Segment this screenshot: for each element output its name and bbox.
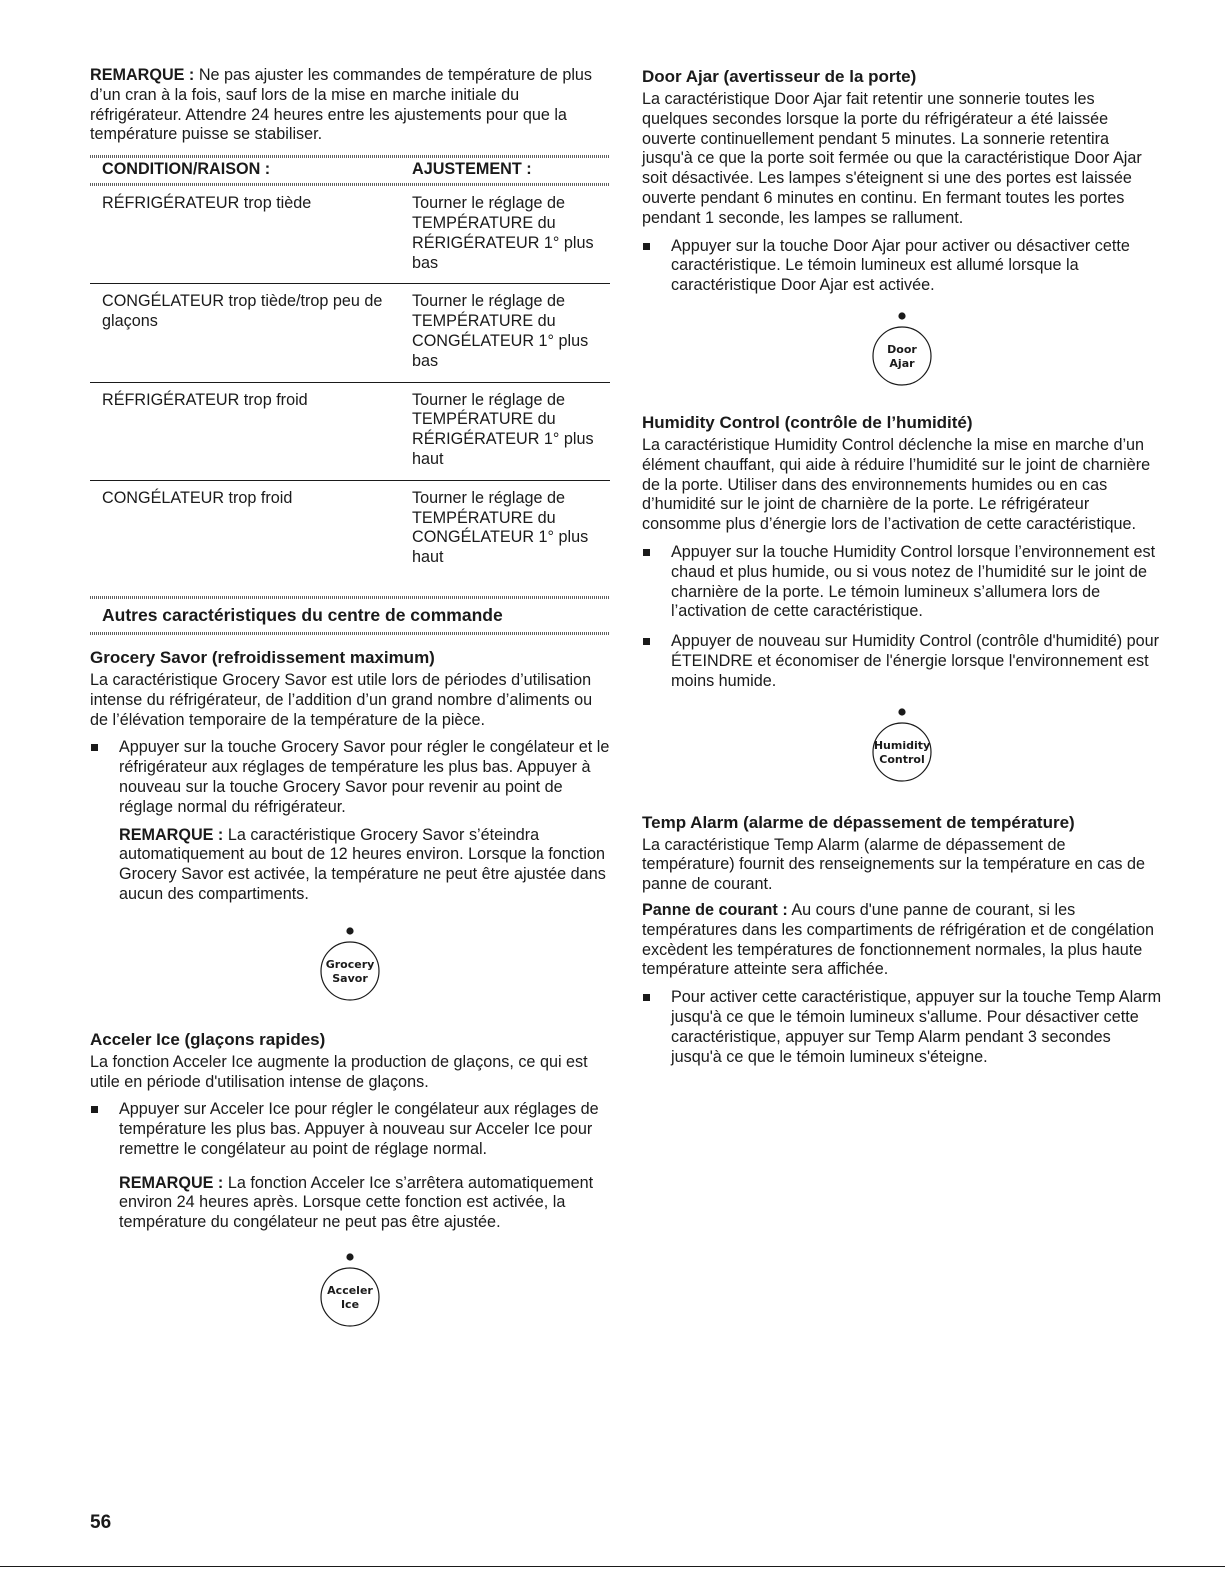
door-ajar-heading: Door Ajar (avertisseur de la porte) xyxy=(642,67,917,86)
temp-alarm-intro: La caractéristique Temp Alarm (alarme de dépassement de température) fournit des renseignements sur la température en cas de panne de courant. xyxy=(642,835,1145,894)
humidity-control-button-icon xyxy=(862,706,942,786)
table-row xyxy=(90,382,610,480)
grocery-savor-note xyxy=(90,826,610,905)
note-text: Ne pas ajuster les commandes de température de plus d’un cran à la fois, sauf lors de la mise en marche initiale du réfrigérateur. Attendre 24 heures entre les ajustements pour que la température puisse se stabiliser. xyxy=(90,66,593,144)
table-row xyxy=(90,186,610,284)
note-label: REMARQUE : xyxy=(90,66,195,84)
table-top-rule xyxy=(90,155,610,158)
note-text: La fonction Acceler Ice s’arrêtera automatiquement environ 24 heures après. Lorsque cette fonction est activée, la température du congélateur ne peut pas être ajustée. xyxy=(119,1173,594,1232)
door-ajar-button-label-1: Door xyxy=(887,342,917,356)
door-ajar-button-graphic xyxy=(642,310,1162,390)
door-ajar-button-icon xyxy=(862,310,942,390)
acceler-ice-note xyxy=(90,1174,610,1233)
humidity-control-button-label-1: Humidity xyxy=(873,738,931,752)
humidity-control-intro: La caractéristique Humidity Control déclenche la mise en marche d’un élément chauffant, qui aide à réduire l’humidité sur le joint de charnière de la porte. Utiliser dans des environnements humides ou en cas d’humidité sur le joint de charnière de la porte. Le réfrigérateur consomme plus d’énergie lors de l’activation de cette caractéristique. xyxy=(642,435,1151,534)
acceler-ice-button-graphic xyxy=(90,1251,610,1331)
condition-cell: RÉFRIGÉRATEUR trop tiède xyxy=(90,186,400,284)
adjustment-cell: Tourner le réglage de TEMPÉRATURE du CONGÉLATEUR 1° plus bas xyxy=(400,284,610,382)
acceler-ice-heading: Acceler Ice (glaçons rapides) xyxy=(90,1029,326,1049)
humidity-control-bullet-2: Appuyer de nouveau sur Humidity Control (contrôle d'humidité) pour ÉTEINDRE et économiser de l'énergie lorsque l'environnement est moins humide. xyxy=(642,632,1162,691)
humidity-control-button-label-2: Control xyxy=(879,752,925,766)
power-outage-text: Au cours d'une panne de courant, si les températures dans les compartiments de réfrigération et de congélation excèdent les températures de fonctionnement normales, la plus haute température atteinte sera affichée. xyxy=(642,900,1154,979)
humidity-control-button-graphic xyxy=(642,706,1162,786)
note-label: REMARQUE : xyxy=(119,825,224,844)
condition-cell: CONGÉLATEUR trop froid xyxy=(102,488,293,507)
temp-alarm-bullet: Pour activer cette caractéristique, appuyer sur la touche Temp Alarm jusqu'à ce que le témoin lumineux s'allume. Pour désactiver cette caractéristique, appuyer sur Temp Alarm pendant 3 secondes jusqu'à ce que le témoin lumineux s'éteigne. xyxy=(642,988,1162,1067)
section-top-rule xyxy=(90,596,610,599)
left-column xyxy=(90,66,610,1331)
table-header-adjustment: AJUSTEMENT : xyxy=(412,160,532,179)
grocery-savor-bullet: Appuyer sur la touche Grocery Savor pour régler le congélateur et le réfrigérateur aux réglages de température les plus bas. Appuyer à nouveau sur la touche Grocery Savor pour revenir au point de réglage normal du réfrigérateur. xyxy=(90,738,610,817)
table-row xyxy=(90,284,610,382)
door-ajar-button-label-2: Ajar xyxy=(889,356,915,370)
note-temperature xyxy=(90,66,610,145)
grocery-savor-button-label-2: Savor xyxy=(332,971,368,985)
adjustment-cell: Tourner le réglage de TEMPÉRATURE du RÉRIGÉRATEUR 1° plus haut xyxy=(400,382,610,480)
right-column xyxy=(642,66,1162,1067)
temp-alarm-power-outage xyxy=(642,901,1162,980)
power-outage-label: Panne de courant : xyxy=(642,900,788,919)
door-ajar-bullet: Appuyer sur la touche Door Ajar pour activer ou désactiver cette caractéristique. Le témoin lumineux est allumé lorsque la caractéristique Door Ajar est activée. xyxy=(642,237,1162,296)
note-text: La caractéristique Grocery Savor s’éteindra automatiquement au bout de 12 heures environ. Lorsque la fonction Grocery Savor est activée, la température ne peut être ajustée dans aucun des compartiments. xyxy=(119,825,606,903)
grocery-savor-intro: La caractéristique Grocery Savor est utile lors de périodes d’utilisation intense du réfrigérateur, de l’addition d’un grand nombre d’aliments ou de l’élévation temporaire de la température de la pièce. xyxy=(90,670,593,729)
acceler-ice-intro: La fonction Acceler Ice augmente la production de glaçons, ce qui est utile en période d'utilisation intense de glaçons. xyxy=(90,1052,588,1091)
acceler-ice-button-label-1: Acceler xyxy=(327,1284,373,1298)
condition-cell: RÉFRIGÉRATEUR trop froid xyxy=(90,382,400,480)
acceler-ice-button-label-2: Ice xyxy=(340,1298,360,1312)
section-title: Autres caractéristiques du centre de commande xyxy=(102,604,503,625)
bottom-rule xyxy=(0,1566,1225,1567)
temp-alarm-heading: Temp Alarm (alarme de dépassement de température) xyxy=(642,812,1075,832)
grocery-savor-button-label-1: Grocery xyxy=(325,957,375,971)
table-header-rule xyxy=(90,183,610,186)
humidity-control-bullet-1: Appuyer sur la touche Humidity Control lorsque l’environnement est chaud et plus humide, ou si vous notez de l’humidité sur le joint de charnière de la porte. Le témoin lumineux s’allumera lors de l’activation de cette caractéristique. xyxy=(642,543,1162,622)
table-row xyxy=(90,480,610,578)
grocery-savor-button-icon xyxy=(310,925,390,1005)
adjustment-cell: Tourner le réglage de TEMPÉRATURE du RÉRIGÉRATEUR 1° plus bas xyxy=(400,186,610,284)
note-label: REMARQUE : xyxy=(119,1173,224,1192)
section-bottom-rule xyxy=(90,632,610,635)
acceler-ice-bullet: Appuyer sur Acceler Ice pour régler le congélateur aux réglages de température les plus bas. Appuyer à nouveau sur Acceler Ice pour remettre le congélateur au point de réglage normal. xyxy=(90,1100,610,1159)
adjustment-cell: Tourner le réglage de TEMPÉRATURE du CONGÉLATEUR 1° plus haut xyxy=(412,488,589,567)
grocery-savor-heading: Grocery Savor (refroidissement maximum) xyxy=(90,647,435,667)
condition-cell: CONGÉLATEUR trop tiède/trop peu de glaçons xyxy=(90,284,400,382)
grocery-savor-button-graphic xyxy=(90,925,610,1005)
adjustment-table xyxy=(90,158,610,578)
page-number: 56 xyxy=(90,1512,112,1533)
door-ajar-intro: La caractéristique Door Ajar fait retentir une sonnerie toutes les quelques secondes lorsque la porte du réfrigérateur a été laissée ouverte continuellement pendant 5 minutes. La sonnerie retentira jusqu'à ce que la porte soit fermée ou que la caractéristique Door Ajar soit désactivée. Les lampes s'éteignent si une des portes est laissée ouverte pendant 6 minutes en continu. En fermant toutes les portes pendant 1 seconde, les lampes se rallument. xyxy=(642,90,1142,227)
table-header-condition: CONDITION/RAISON : xyxy=(102,160,271,179)
acceler-ice-button-icon xyxy=(310,1251,390,1331)
humidity-control-heading: Humidity Control (contrôle de l’humidité) xyxy=(642,412,973,432)
